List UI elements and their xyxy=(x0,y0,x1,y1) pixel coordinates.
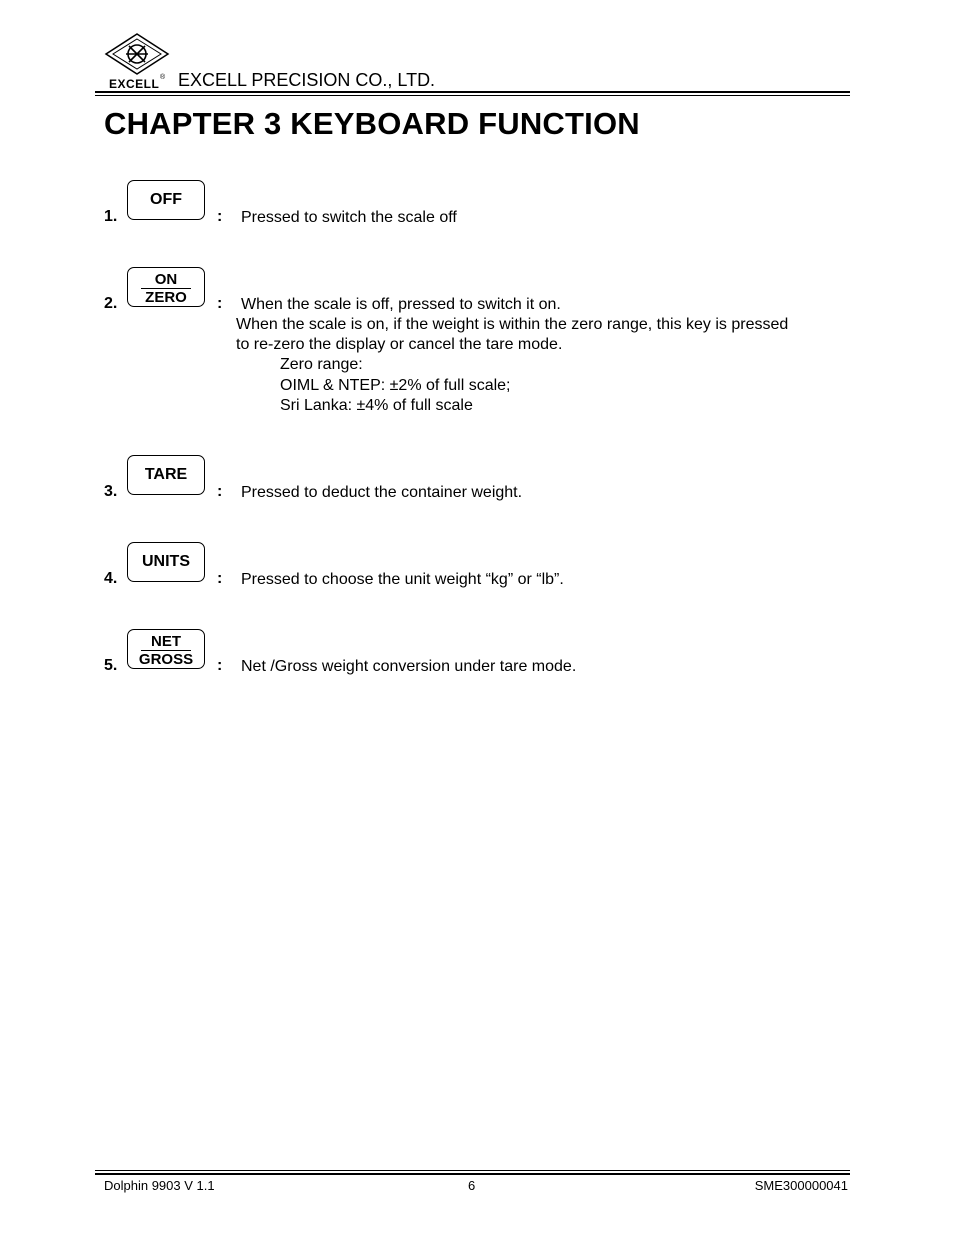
chapter-title: CHAPTER 3 KEYBOARD FUNCTION xyxy=(104,106,640,141)
colon: : xyxy=(217,295,223,312)
zero-range-oiml: OIML & NTEP: ±2% of full scale; xyxy=(280,377,511,394)
key-label-top: ON xyxy=(141,272,191,289)
colon: : xyxy=(217,657,223,674)
svg-text:EXCELL: EXCELL xyxy=(109,77,160,90)
key-description: to re-zero the display or cancel the tare mode. xyxy=(236,336,563,353)
footer-rule-thin xyxy=(95,1170,850,1171)
key-description: Pressed to deduct the container weight. xyxy=(241,484,523,501)
key-description: Net /Gross weight conversion under tare mode. xyxy=(241,658,577,675)
key-label-bottom: GROSS xyxy=(138,651,194,668)
tare-key: TARE xyxy=(127,455,205,495)
key-label-top: NET xyxy=(141,634,191,651)
item-number: 1. xyxy=(104,208,118,225)
colon: : xyxy=(217,570,223,587)
net-gross-key xyxy=(127,629,205,669)
excell-logo xyxy=(104,32,170,90)
footer-page-number: 6 xyxy=(468,1178,476,1193)
units-key: UNITS xyxy=(127,542,205,582)
off-key: OFF xyxy=(127,180,205,220)
key-description: Pressed to choose the unit weight “kg” or “lb”. xyxy=(241,571,564,588)
zero-range-heading: Zero range: xyxy=(280,356,363,373)
header-rule xyxy=(95,91,850,93)
key-description: Pressed to switch the scale off xyxy=(241,209,457,226)
key-description: When the scale is on, if the weight is within the zero range, this key is pressed xyxy=(236,316,789,333)
footer-model: Dolphin 9903 V 1.1 xyxy=(104,1178,215,1193)
header-rule-thin xyxy=(95,95,850,96)
colon: : xyxy=(217,483,223,500)
key-label-bottom: ZERO xyxy=(145,289,187,306)
svg-text:®: ® xyxy=(160,74,166,81)
company-name: EXCELL PRECISION CO., LTD. xyxy=(178,70,436,90)
footer-rule xyxy=(95,1173,850,1175)
item-number: 3. xyxy=(104,483,118,500)
colon: : xyxy=(217,208,223,225)
key-description: When the scale is off, pressed to switch it on. xyxy=(241,296,561,313)
item-number: 5. xyxy=(104,657,118,674)
item-number: 2. xyxy=(104,295,118,312)
on-zero-key xyxy=(127,267,205,307)
item-number: 4. xyxy=(104,570,118,587)
zero-range-sri-lanka: Sri Lanka: ±4% of full scale xyxy=(280,397,473,414)
footer-document-code: SME300000041 xyxy=(754,1178,848,1193)
